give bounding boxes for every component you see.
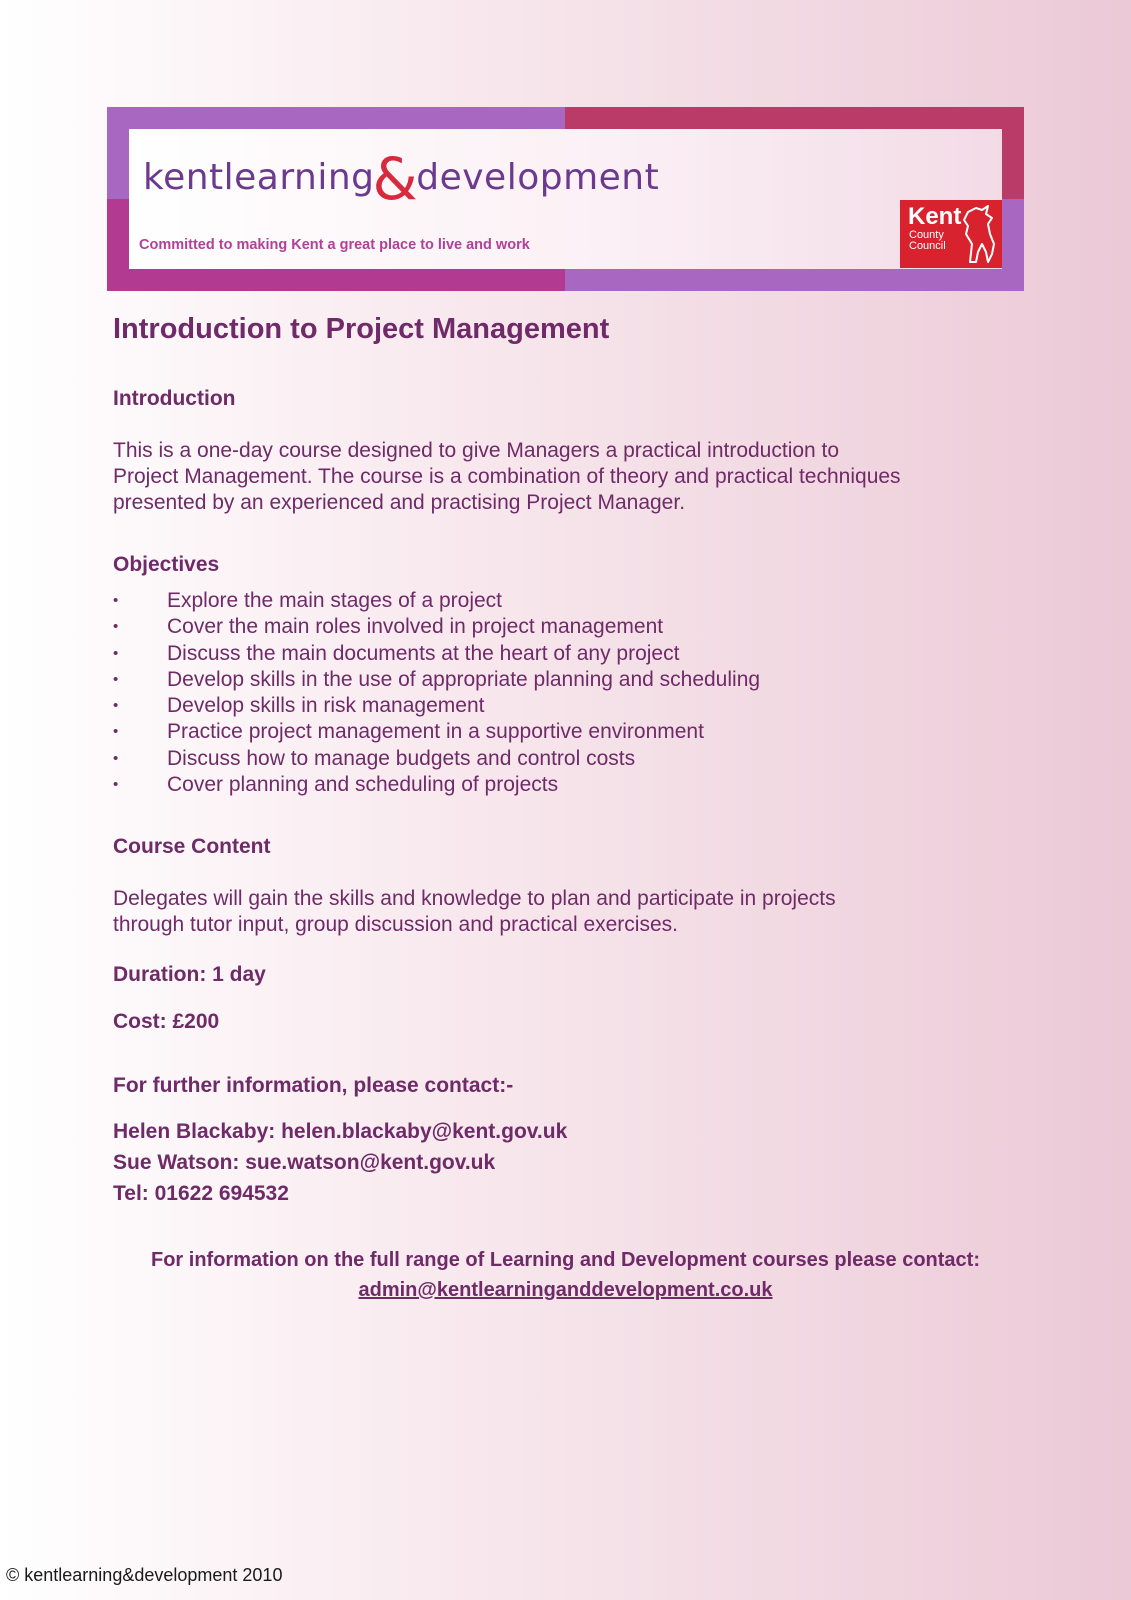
tagline: Committed to making Kent a great place to live and work	[139, 237, 530, 253]
contact-details	[113, 1116, 1013, 1209]
cost: Cost: £200	[113, 1010, 220, 1034]
list-item: • Cover planning and scheduling of projects	[113, 772, 1013, 798]
full-range-text: For information on the full range of Learning and Development courses please contact:	[150, 1249, 980, 1271]
introduction-line: Project Management. The course is a combination of theory and practical techniques	[113, 465, 901, 488]
page-title: Introduction to Project Management	[113, 313, 610, 345]
list-item: • Practice project management in a supportive environment	[113, 719, 1013, 745]
list-item: • Develop skills in risk management	[113, 693, 1013, 719]
rearing-horse-icon	[958, 204, 998, 264]
logo-county-council-text	[909, 230, 946, 252]
brand-part1: kentlearning	[143, 157, 375, 198]
brand-ampersand: &	[372, 145, 419, 213]
duration: Duration: 1 day	[113, 963, 266, 987]
admin-email-link[interactable]: admin@kentlearninganddevelopment.co.uk	[358, 1279, 773, 1301]
logo-county-text: County	[909, 229, 944, 241]
objectives-list	[113, 588, 1013, 798]
logo-kent-text: Kent	[908, 203, 962, 230]
logo-council-text: Council	[909, 240, 946, 252]
course-content-line: through tutor input, group discussion and practical exercises.	[113, 913, 678, 937]
full-range-info	[0, 1245, 1131, 1305]
introduction-heading: Introduction	[113, 387, 236, 410]
course-content-text	[113, 886, 1013, 938]
main-content	[113, 312, 1013, 1209]
copyright-footer: © kentlearning&development 2010	[6, 1565, 283, 1585]
course-content-heading: Course Content	[113, 835, 271, 859]
brand-logo	[143, 145, 660, 213]
contact-sue: Sue Watson: sue.watson@kent.gov.uk	[113, 1151, 496, 1175]
list-item: • Develop skills in the use of appropriate planning and scheduling	[113, 667, 1013, 693]
introduction-text	[113, 438, 1013, 516]
kent-county-council-logo	[900, 200, 1002, 268]
banner-inner	[129, 129, 1002, 269]
contact-heading: For further information, please contact:-	[113, 1074, 514, 1098]
contact-helen: Helen Blackaby: helen.blackaby@kent.gov.uk	[113, 1120, 568, 1144]
objectives-heading: Objectives	[113, 553, 220, 576]
course-content-line: Delegates will gain the skills and knowledge to plan and participate in projects	[113, 887, 836, 911]
list-item: • Explore the main stages of a project	[113, 588, 1013, 614]
list-item: • Discuss how to manage budgets and control costs	[113, 746, 1013, 772]
list-item: • Discuss the main documents at the heart of any project	[113, 641, 1013, 667]
contact-tel: Tel: 01622 694532	[113, 1182, 289, 1206]
introduction-line: presented by an experienced and practising Project Manager.	[113, 491, 686, 514]
brand-part2: development	[416, 157, 660, 198]
introduction-line: This is a one-day course designed to give Managers a practical introduction to	[113, 439, 840, 462]
list-item: • Cover the main roles involved in project management	[113, 614, 1013, 640]
header-banner	[107, 107, 1024, 291]
